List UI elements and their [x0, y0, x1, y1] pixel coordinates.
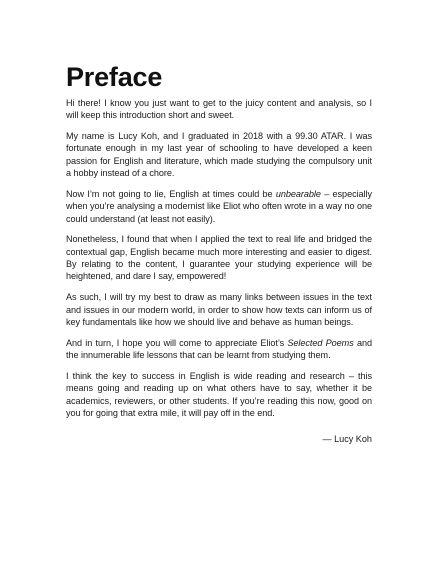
preface-paragraph [66, 337, 372, 362]
preface-body [66, 97, 372, 419]
preface-paragraph [66, 130, 372, 179]
preface-page [66, 62, 372, 445]
preface-paragraph [66, 370, 372, 419]
text-run: And in turn, I hope you will come to appreciate Eliot’s [66, 337, 288, 348]
text-run: As such, I will try my best to draw as many links between issues in the text and issues in our modern world, in order to show how texts can inform us of key fundamentals like how we should live and behave as human beings. [66, 292, 372, 327]
text-run: and the innumerable life lessons that can be learnt from studying them. [66, 337, 372, 361]
text-run: Now I’m not going to lie, English at times could be [66, 188, 276, 199]
text-run: – especially when you’re analysing a modernist like Eliot who often wrote in a way no one could understand (at least not easily). [66, 188, 372, 224]
page-title: Preface [66, 62, 163, 92]
text-run: Hi there! I know you just want to get to the juicy content and analysis, so I will keep this introduction short and sweet. [66, 98, 372, 121]
text-run: I think the key to success in English is wide reading and research – this means going and reading up on what others have to say, whether it be academics, reviewers, or other students. If you’re reading this now, good on you for going that extra mile, it will pay off in the end. [66, 370, 372, 418]
preface-paragraph [66, 291, 372, 328]
italic-text-run: Selected Poems [287, 337, 354, 348]
text-run: Nonetheless, I found that when I applied the text to real life and bridged the contextual gap, English became much more interesting and easier to digest. By relating to the content, I guarantee your studying experience will be heightened, and dare I say, empowered! [66, 234, 372, 282]
text-run: My name is Lucy Koh, and I graduated in 2018 with a 99.30 ATAR. I was fortunate enough in my last year of schooling to have developed a keen passion for English and literature, which made studying the compulsory unit a hobby instead of a chore. [66, 131, 372, 179]
preface-paragraph [66, 97, 372, 122]
italic-text-run: unbearable [275, 188, 321, 199]
author-signature: — Lucy Koh [322, 434, 372, 445]
preface-paragraph [66, 188, 372, 225]
preface-paragraph [66, 233, 372, 282]
